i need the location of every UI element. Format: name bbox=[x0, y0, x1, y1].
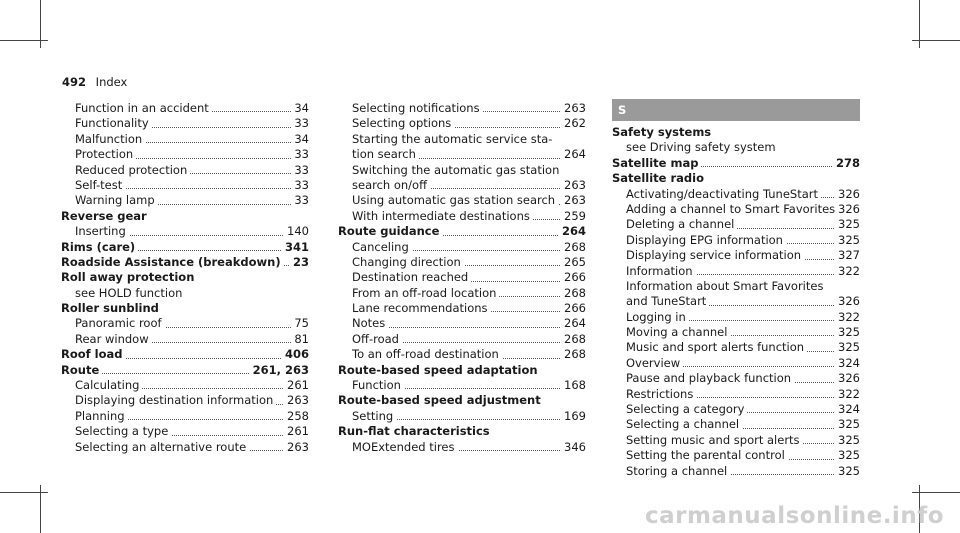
index-heading bbox=[338, 424, 586, 439]
page-reference: 263 bbox=[561, 101, 586, 116]
entry-text: Music and sport alerts function bbox=[626, 340, 807, 354]
entry-text: Satellite radio bbox=[612, 171, 707, 185]
page-reference: 264 bbox=[561, 316, 586, 331]
entry-text: Setting the parental control bbox=[626, 448, 788, 462]
entry-text: Route-based speed adjustment bbox=[338, 393, 544, 407]
index-heading bbox=[61, 363, 309, 378]
page-reference: 325 bbox=[835, 340, 860, 355]
index-entry bbox=[61, 178, 309, 193]
entry-text: With intermediate destinations bbox=[352, 209, 533, 223]
page-reference: 341 bbox=[282, 240, 309, 255]
page-reference: 268 bbox=[561, 240, 586, 255]
entry-text: Moving a channel bbox=[626, 325, 730, 339]
index-column-1 bbox=[61, 101, 309, 455]
index-entry bbox=[61, 316, 309, 331]
index-entry bbox=[338, 178, 586, 193]
page-reference: 268 bbox=[561, 332, 586, 347]
index-entry bbox=[612, 448, 860, 463]
page-reference: 325 bbox=[835, 217, 860, 232]
page-reference: 265 bbox=[561, 255, 586, 270]
index-heading bbox=[338, 393, 586, 408]
entry-text: Storing a channel bbox=[626, 464, 730, 478]
page-reference: 140 bbox=[284, 224, 309, 239]
page-reference: 322 bbox=[835, 387, 860, 402]
entry-text: Malfunction bbox=[75, 132, 145, 146]
entry-text: Pause and playback function bbox=[626, 371, 794, 385]
entry-text: Setting music and sport alerts bbox=[626, 433, 803, 447]
index-entry bbox=[61, 147, 309, 162]
index-entry bbox=[338, 316, 586, 331]
page-reference: 325 bbox=[835, 464, 860, 479]
page-number: 492 bbox=[62, 75, 87, 89]
index-entry bbox=[338, 440, 586, 455]
entry-text: Restrictions bbox=[626, 387, 696, 401]
entry-text: MOExtended tires bbox=[352, 440, 458, 454]
entry-text: Selecting a category bbox=[626, 402, 747, 416]
entry-text: Canceling bbox=[352, 240, 412, 254]
page-reference: 261 bbox=[284, 424, 309, 439]
index-entry bbox=[338, 132, 586, 147]
entry-text: Displaying service information bbox=[626, 248, 804, 262]
entry-text: Displaying EPG information bbox=[626, 233, 786, 247]
index-entry bbox=[338, 347, 586, 362]
page-reference: 258 bbox=[284, 409, 309, 424]
index-entry bbox=[612, 371, 860, 386]
index-entry bbox=[338, 163, 586, 178]
index-entry bbox=[612, 279, 860, 294]
page-reference: 324 bbox=[835, 356, 860, 371]
index-entry bbox=[612, 202, 860, 217]
entry-text: Selecting options bbox=[352, 116, 454, 130]
page-reference: 326 bbox=[835, 187, 860, 202]
page-reference: 268 bbox=[561, 347, 586, 362]
index-heading bbox=[612, 171, 860, 186]
entry-text: Roller sunblind bbox=[61, 301, 162, 315]
index-entry bbox=[612, 233, 860, 248]
index-heading bbox=[61, 255, 309, 270]
page-reference: 325 bbox=[835, 325, 860, 340]
index-entry bbox=[612, 140, 860, 155]
index-entry bbox=[338, 240, 586, 255]
entry-text: Reduced protection bbox=[75, 163, 190, 177]
entry-text: Information about Smart Favorites bbox=[626, 279, 826, 293]
index-entry bbox=[612, 433, 860, 448]
page-reference: 266 bbox=[561, 270, 586, 285]
page-reference: 75 bbox=[291, 316, 309, 331]
entry-text: Off-road bbox=[352, 332, 402, 346]
entry-text: Run-flat characteristics bbox=[338, 424, 493, 438]
page-reference: 263 bbox=[561, 193, 586, 208]
page-reference: 346 bbox=[561, 440, 586, 455]
index-heading bbox=[338, 224, 586, 239]
page-reference: 262 bbox=[561, 116, 586, 131]
page-reference: 169 bbox=[561, 409, 586, 424]
entry-text: see HOLD function bbox=[75, 286, 185, 300]
entry-text: Function in an accident bbox=[75, 101, 212, 115]
index-heading bbox=[61, 240, 309, 255]
entry-text: Satellite map bbox=[612, 156, 701, 170]
index-entry bbox=[612, 187, 860, 202]
index-entry bbox=[612, 294, 860, 309]
entry-text: Information bbox=[626, 264, 696, 278]
page-header bbox=[62, 75, 127, 89]
index-entry bbox=[338, 255, 586, 270]
entry-text: Displaying destination information bbox=[75, 393, 276, 407]
index-entry bbox=[612, 217, 860, 232]
index-entry bbox=[612, 264, 860, 279]
index-entry bbox=[338, 332, 586, 347]
page-reference: 259 bbox=[561, 209, 586, 224]
page-reference: 263 bbox=[561, 178, 586, 193]
page-reference: 23 bbox=[290, 255, 309, 270]
crop-mark bbox=[0, 40, 48, 41]
entry-text: To an off-road destination bbox=[352, 347, 502, 361]
index-heading bbox=[61, 270, 309, 285]
index-entry bbox=[61, 193, 309, 208]
section-letter: S bbox=[618, 103, 627, 117]
entry-text: and TuneStart bbox=[626, 294, 709, 308]
entry-text: Using automatic gas station search bbox=[352, 193, 558, 207]
index-entry bbox=[612, 417, 860, 432]
page-reference: 325 bbox=[835, 233, 860, 248]
entry-text: Safety systems bbox=[612, 125, 714, 139]
entry-text: Selecting an alternative route bbox=[75, 440, 249, 454]
index-entry bbox=[338, 270, 586, 285]
page-reference: 263 bbox=[284, 440, 309, 455]
entry-text: see Driving safety system bbox=[626, 140, 779, 154]
entry-text: Function bbox=[352, 378, 404, 392]
entry-text: search on/off bbox=[352, 178, 430, 192]
section-letter-band bbox=[612, 99, 860, 121]
entry-text: Notes bbox=[352, 316, 388, 330]
entry-text: Route bbox=[61, 363, 102, 377]
page-reference: 268 bbox=[561, 286, 586, 301]
index-entry bbox=[612, 356, 860, 371]
page-title: Index bbox=[95, 75, 128, 89]
page-reference: 261, 263 bbox=[250, 363, 309, 378]
page-reference: 406 bbox=[282, 347, 309, 362]
entry-text: Activating/deactivating TuneStart bbox=[626, 187, 821, 201]
index-heading bbox=[338, 363, 586, 378]
index-column-3 bbox=[612, 99, 860, 479]
entry-text: Reverse gear bbox=[61, 209, 150, 223]
page-reference: 261 bbox=[284, 378, 309, 393]
page-reference: 33 bbox=[291, 147, 309, 162]
index-entry bbox=[61, 332, 309, 347]
page-reference: 278 bbox=[833, 156, 860, 171]
entry-text: Selecting a type bbox=[75, 424, 171, 438]
entry-text: Route guidance bbox=[338, 224, 442, 238]
entry-text: Destination reached bbox=[352, 270, 471, 284]
index-entry bbox=[61, 116, 309, 131]
index-entry bbox=[338, 193, 586, 208]
index-entry bbox=[61, 163, 309, 178]
index-entry bbox=[612, 248, 860, 263]
page-reference: 322 bbox=[835, 310, 860, 325]
entry-text: Inserting bbox=[75, 224, 129, 238]
entry-text: Rear window bbox=[75, 332, 152, 346]
index-entry bbox=[61, 440, 309, 455]
index-heading bbox=[61, 209, 309, 224]
page-reference: 326 bbox=[835, 294, 860, 309]
entry-text: Selecting notifications bbox=[352, 101, 483, 115]
entry-text: Changing direction bbox=[352, 255, 464, 269]
entry-text: Panoramic roof bbox=[75, 316, 165, 330]
index-entry bbox=[612, 387, 860, 402]
index-entry bbox=[338, 147, 586, 162]
index-heading bbox=[61, 347, 309, 362]
entry-text: Functionality bbox=[75, 116, 152, 130]
entry-text: Adding a channel to Smart Favorites bbox=[626, 202, 838, 216]
entry-text: tion search bbox=[352, 147, 419, 161]
index-entry bbox=[61, 132, 309, 147]
index-entry bbox=[61, 409, 309, 424]
index-entry bbox=[338, 409, 586, 424]
entry-text: Switching the automatic gas station bbox=[352, 163, 562, 177]
page-reference: 264 bbox=[561, 147, 586, 162]
entry-text: Warning lamp bbox=[75, 193, 158, 207]
page-reference: 263 bbox=[284, 393, 309, 408]
index-entry bbox=[612, 310, 860, 325]
page-reference: 325 bbox=[835, 417, 860, 432]
page-reference: 324 bbox=[835, 402, 860, 417]
entry-text: Roll away protection bbox=[61, 270, 197, 284]
page-reference: 34 bbox=[291, 101, 309, 116]
entry-text: From an off-road location bbox=[352, 286, 499, 300]
entry-text: Protection bbox=[75, 147, 136, 161]
index-entry bbox=[338, 101, 586, 116]
entry-text: Rims (care) bbox=[61, 240, 138, 254]
index-entry bbox=[61, 101, 309, 116]
crop-mark bbox=[912, 492, 960, 493]
page-reference: 326 bbox=[835, 371, 860, 386]
page-reference: 264 bbox=[559, 224, 586, 239]
entry-text: Logging in bbox=[626, 310, 689, 324]
index-heading bbox=[612, 125, 860, 140]
entry-text: Lane recommendations bbox=[352, 301, 491, 315]
entry-text: Overview bbox=[626, 356, 683, 370]
index-entry bbox=[338, 209, 586, 224]
entry-text: Planning bbox=[75, 409, 128, 423]
index-entry bbox=[612, 325, 860, 340]
index-entry bbox=[61, 424, 309, 439]
entry-text: Starting the automatic service sta- bbox=[352, 132, 555, 146]
entry-text: Route-based speed adaptation bbox=[338, 363, 541, 377]
page-reference: 33 bbox=[291, 193, 309, 208]
entry-text: Self-test bbox=[75, 178, 125, 192]
index-entry bbox=[338, 286, 586, 301]
page-reference: 33 bbox=[291, 178, 309, 193]
index-heading bbox=[61, 301, 309, 316]
page-reference: 325 bbox=[835, 448, 860, 463]
index-entry bbox=[61, 224, 309, 239]
index-entry bbox=[61, 378, 309, 393]
index-entry bbox=[61, 286, 309, 301]
entry-text: Selecting a channel bbox=[626, 417, 742, 431]
index-entry bbox=[338, 378, 586, 393]
page-reference: 33 bbox=[291, 116, 309, 131]
page-reference: 327 bbox=[835, 248, 860, 263]
watermark: carmanualsonline.info bbox=[644, 503, 944, 529]
index-heading bbox=[612, 156, 860, 171]
index-entry bbox=[338, 116, 586, 131]
crop-mark bbox=[0, 492, 48, 493]
page-reference: 322 bbox=[835, 264, 860, 279]
index-entry bbox=[612, 340, 860, 355]
index-entry bbox=[612, 464, 860, 479]
page-reference: 326 bbox=[835, 202, 860, 217]
page-reference: 34 bbox=[291, 132, 309, 147]
entry-text: Roof load bbox=[61, 347, 126, 361]
entry-text: Calculating bbox=[75, 378, 142, 392]
page-reference: 81 bbox=[291, 332, 309, 347]
crop-mark bbox=[912, 40, 960, 41]
index-entry bbox=[61, 393, 309, 408]
page-reference: 168 bbox=[561, 378, 586, 393]
entry-text: Deleting a channel bbox=[626, 217, 737, 231]
entry-text: Roadside Assistance (breakdown) bbox=[61, 255, 284, 269]
index-entry bbox=[612, 402, 860, 417]
page-reference: 266 bbox=[561, 301, 586, 316]
page-reference: 325 bbox=[835, 433, 860, 448]
index-entry bbox=[338, 301, 586, 316]
page-reference: 33 bbox=[291, 163, 309, 178]
entry-text: Setting bbox=[352, 409, 396, 423]
index-column-2 bbox=[338, 101, 586, 455]
